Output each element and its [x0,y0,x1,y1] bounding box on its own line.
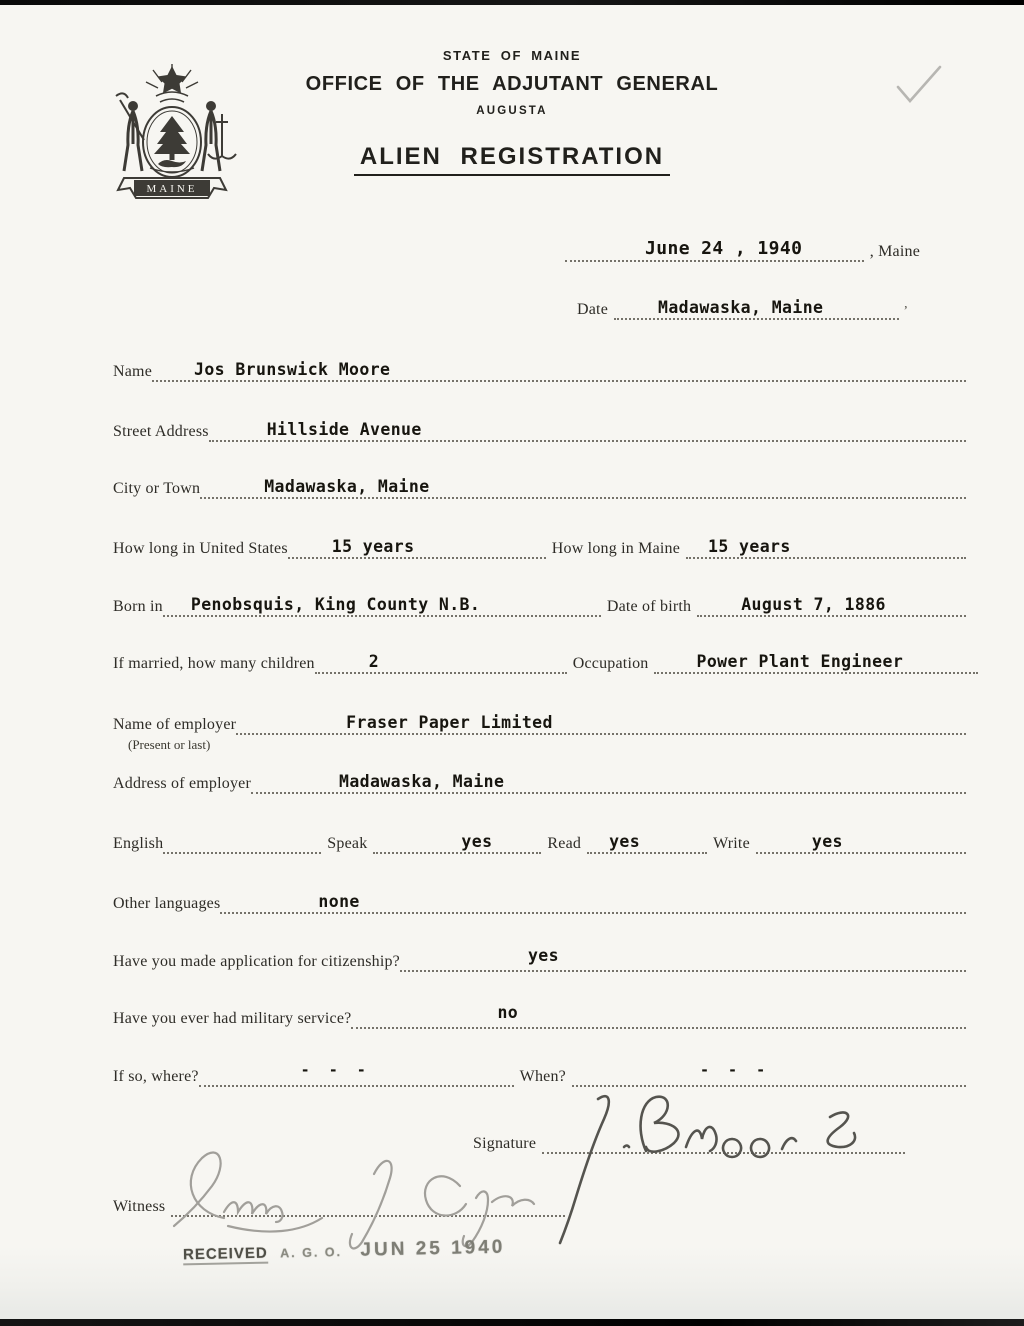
header-state-line: STATE OF MAINE [442,48,582,63]
street-row [113,418,966,442]
scan-edge-bottom [0,1319,1024,1326]
date-value: Madawaska, Maine [658,298,824,317]
place-suffix-label: , Maine [869,243,920,260]
city-row [113,475,966,499]
city-value: Madawaska, Maine [264,477,430,496]
birth-date-label: Date of birth [606,598,692,615]
form-title: ALIEN REGISTRATION [354,143,670,176]
where-label: If so, where? [113,1068,199,1085]
us-years-label: How long in United States [113,540,288,557]
employer-value: Fraser Paper Limited [346,713,553,732]
other-languages-label: Other languages [113,895,221,912]
witness-line [171,1193,565,1217]
children-label: If married, how many children [113,655,315,672]
other-languages-value: none [318,892,360,911]
english-label: English [113,835,164,852]
street-line [209,418,966,442]
read-line [587,830,707,854]
occupation-value: Power Plant Engineer [696,652,904,671]
employer-address-value: Madawaska, Maine [339,772,505,791]
read-value: yes [609,832,641,851]
children-line [315,650,567,674]
city-line [200,475,966,499]
signature-row [473,1130,905,1154]
typed-date: June 24 , 1940 [645,238,803,259]
maine-years-value: 15 years [708,537,791,556]
street-label: Street Address [113,423,209,440]
citizenship-line [400,948,966,972]
scan-edge-top [0,0,1024,5]
when-value: - - - [699,1061,771,1079]
born-in-line [163,593,601,617]
maine-years-line [686,535,966,559]
employer-line [236,711,966,735]
military-row [113,1005,966,1029]
english-line [163,830,321,854]
employer-label: Name of employer [113,716,237,733]
maine-state-seal-icon [106,56,238,207]
english-row [113,830,966,854]
employer-address-row [113,770,966,794]
witness-row [113,1193,565,1217]
speak-label: Speak [327,835,368,852]
employer-sublabel: (Present or last) [128,737,211,752]
occupation-label: Occupation [572,655,649,672]
name-row [113,358,966,382]
name-label: Name [113,363,153,380]
birth-row [113,593,966,617]
write-line [756,830,966,854]
military-line [351,1005,966,1029]
signature-line [542,1130,905,1154]
occupation-line [654,650,978,674]
when-label: When? [519,1068,566,1085]
witness-label: Witness [113,1198,166,1215]
us-years-line [288,535,546,559]
children-value: 2 [368,652,380,671]
stamp-date-text: JUN 25 1940 [360,1236,506,1261]
header-city-line: AUGUSTA [476,105,548,117]
military-value: no [497,1003,519,1022]
employer-address-label: Address of employer [113,775,251,792]
where-value: - - - [300,1061,371,1079]
where-when-row [113,1063,966,1087]
citizenship-row [113,948,966,972]
born-in-value: Penobsquis, King County N.B. [190,595,481,614]
employer-row [113,711,966,735]
when-line [572,1063,966,1087]
other-languages-line [220,890,966,914]
name-line [152,358,966,382]
citizenship-label: Have you made application for citizenship? [113,953,400,970]
speak-line [373,830,541,854]
street-value: Hillside Avenue [266,420,422,439]
date-row [577,296,908,320]
maine-years-label: How long in Maine [551,540,681,557]
stray-pen-mark: ’ [903,304,908,319]
employer-address-line [251,770,966,794]
birth-date-value: August 7, 1886 [741,595,886,614]
us-years-value: 15 years [331,537,415,556]
signature-script [540,1085,900,1252]
seal-banner-text: MAINE [146,183,198,195]
place-date-row [565,238,920,262]
place-date-line [565,238,864,262]
children-occupation-row [113,650,978,674]
header-office-line: OFFICE OF THE ADJUTANT GENERAL [305,73,719,95]
duration-row [113,535,966,559]
where-line [199,1063,514,1087]
write-label: Write [713,835,750,852]
pencil-checkmark-icon [893,60,945,113]
citizenship-value: yes [527,946,559,965]
received-stamp [183,1237,506,1266]
military-label: Have you ever had military service? [113,1010,352,1027]
speak-value: yes [461,832,493,851]
date-label: Date [577,301,609,318]
stamp-received-text: RECEIVED [182,1244,268,1264]
other-languages-row [113,890,966,914]
birth-date-line [697,593,966,617]
date-line [614,296,899,320]
signature-label: Signature [473,1135,537,1152]
stamp-office-text: A. G. O. [280,1245,343,1261]
write-value: yes [811,832,843,851]
born-in-label: Born in [113,598,163,615]
read-label: Read [547,835,582,852]
city-label: City or Town [113,480,201,497]
name-value: Jos Brunswick Moore [194,360,391,379]
